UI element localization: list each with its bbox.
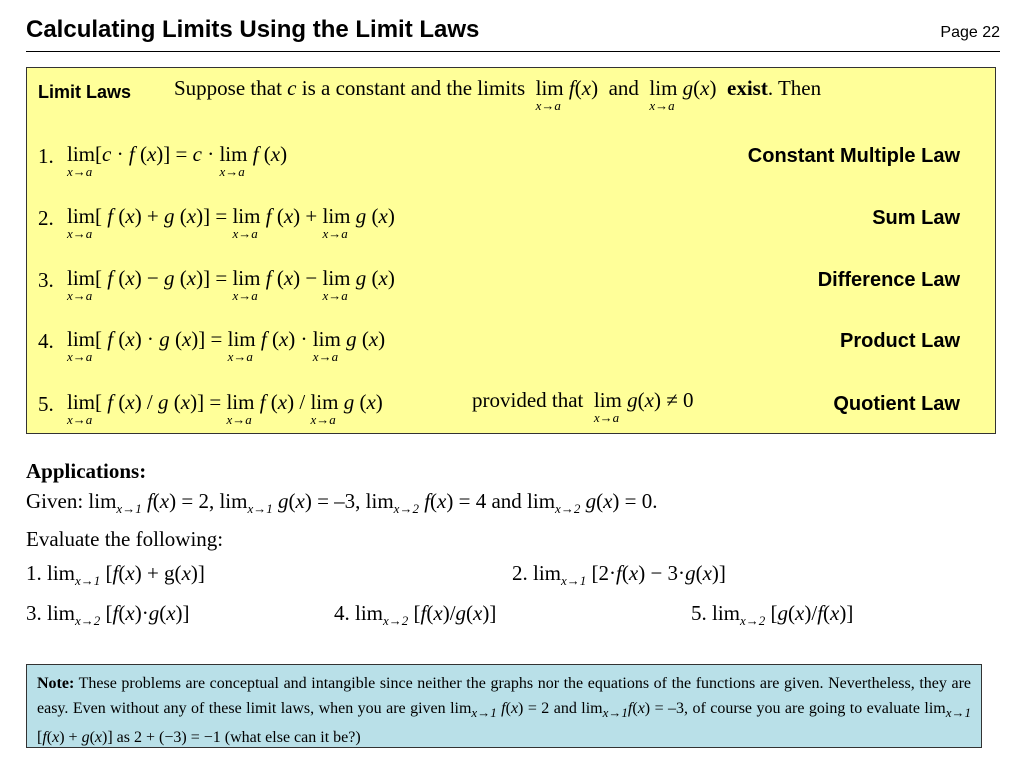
problem-2: 2. $\lim_{x\to 1} [2\cdot f(x) - 3\cdot g(x)]$ (512, 561, 726, 589)
law-5-proviso: provided that lim x→a g(x) ≠ 0 (472, 388, 694, 425)
applications-heading: Applications: (26, 459, 147, 483)
law-3-name: Difference Law (817, 269, 960, 291)
problems-row-1 (26, 554, 726, 598)
given-line: Given: $\lim_{x\to 1} f(x) = 2$, $\lim_{x\to 1} g(x) = -3$, $\lim_{x\to 2} f(x) = 4$ and $\lim_{x\to 2} g(x) = 0$. (26, 489, 658, 517)
problem-4: 4. $\lim_{x\to 2} [f(x)/g(x)]$ (334, 601, 497, 629)
page-number: Page 22 (940, 24, 1000, 41)
note-box: Note: These problems are conceptual and intangible since neither the graphs nor the equations of the functions are given. Nevertheless, they are easy. Even without any of these limit laws, when you are given $\lim_{x\to 1} f(x) = 2$ and $\lim_{x\to 1}f(x) = -3$, of course you are going to evaluate $\lim_{x\to 1} [f(x) + g(x)]$ as 2 + (−3) = −1 (what else can it be?) (26, 664, 982, 748)
title-divider (26, 51, 1000, 52)
law-1-expression: lim x→a [c · f (x)] = c · lim x→a f (x) (67, 142, 288, 179)
law-4-expression: lim x→a [ f (x) · g (x)] = lim x→a f (x) · lim x→a g (x) (67, 327, 386, 364)
note-label: Note: (37, 675, 75, 692)
problem-1: 1. $\lim_{x\to 1} [f(x) + g(x)]$ (26, 561, 205, 589)
law-row-3: 3. lim x→a [ f (x) − g (x)] = lim x→a f (x) − lim x→a g (x) Difference Law (38, 266, 960, 303)
law-row-4: 4. lim x→a [ f (x) · g (x)] = lim x→a f (x) · lim x→a g (x) Product Law (38, 327, 960, 364)
laws-intro-row (27, 68, 995, 113)
limit-laws-box (26, 67, 996, 434)
law-row-5: 5. lim x→a [ f (x) / g (x)] = lim x→a f (x) / lim x→a g (x) provided that lim x→a g(x) ≠ 0 Quotient Law (38, 388, 960, 427)
law-2-name: Sum Law (872, 207, 960, 229)
law-row-2: 2. lim x→a [ f (x) + g (x)] = lim x→a f (x) + lim x→a g (x) Sum Law (38, 204, 960, 241)
problems-row-2 (26, 598, 854, 634)
laws-intro: Suppose that c is a constant and the limits lim x→a f(x) and lim x→a g(x) exist. Then (174, 76, 822, 113)
law-1-name: Constant Multiple Law (747, 145, 960, 167)
law-3-expression: lim x→a [ f (x) − g (x)] = lim x→a f (x) − lim x→a g (x) (67, 266, 395, 303)
page-title: Calculating Limits Using the Limit Laws (26, 16, 480, 43)
law-2-expression: lim x→a [ f (x) + g (x)] = lim x→a f (x) + lim x→a g (x) (67, 204, 395, 241)
law-5-expression: lim x→a [ f (x) / g (x)] = lim x→a f (x) / lim x→a g (x) (67, 390, 383, 427)
applications-section (26, 456, 854, 634)
law-5-name: Quotient Law (833, 393, 960, 415)
laws-heading: Limit Laws (38, 82, 132, 102)
evaluate-line: Evaluate the following: (26, 527, 224, 552)
law-4-name: Product Law (839, 330, 960, 352)
problem-3: 3. $\lim_{x\to 2} [f(x)\cdot g(x)]$ (26, 601, 190, 629)
law-row-1: 1. lim x→a [c · f (x)] = c · lim x→a f (x) Constant Multiple Law (38, 142, 960, 179)
problem-5: 5. $\lim_{x\to 2} [g(x)/f(x)]$ (691, 601, 854, 629)
